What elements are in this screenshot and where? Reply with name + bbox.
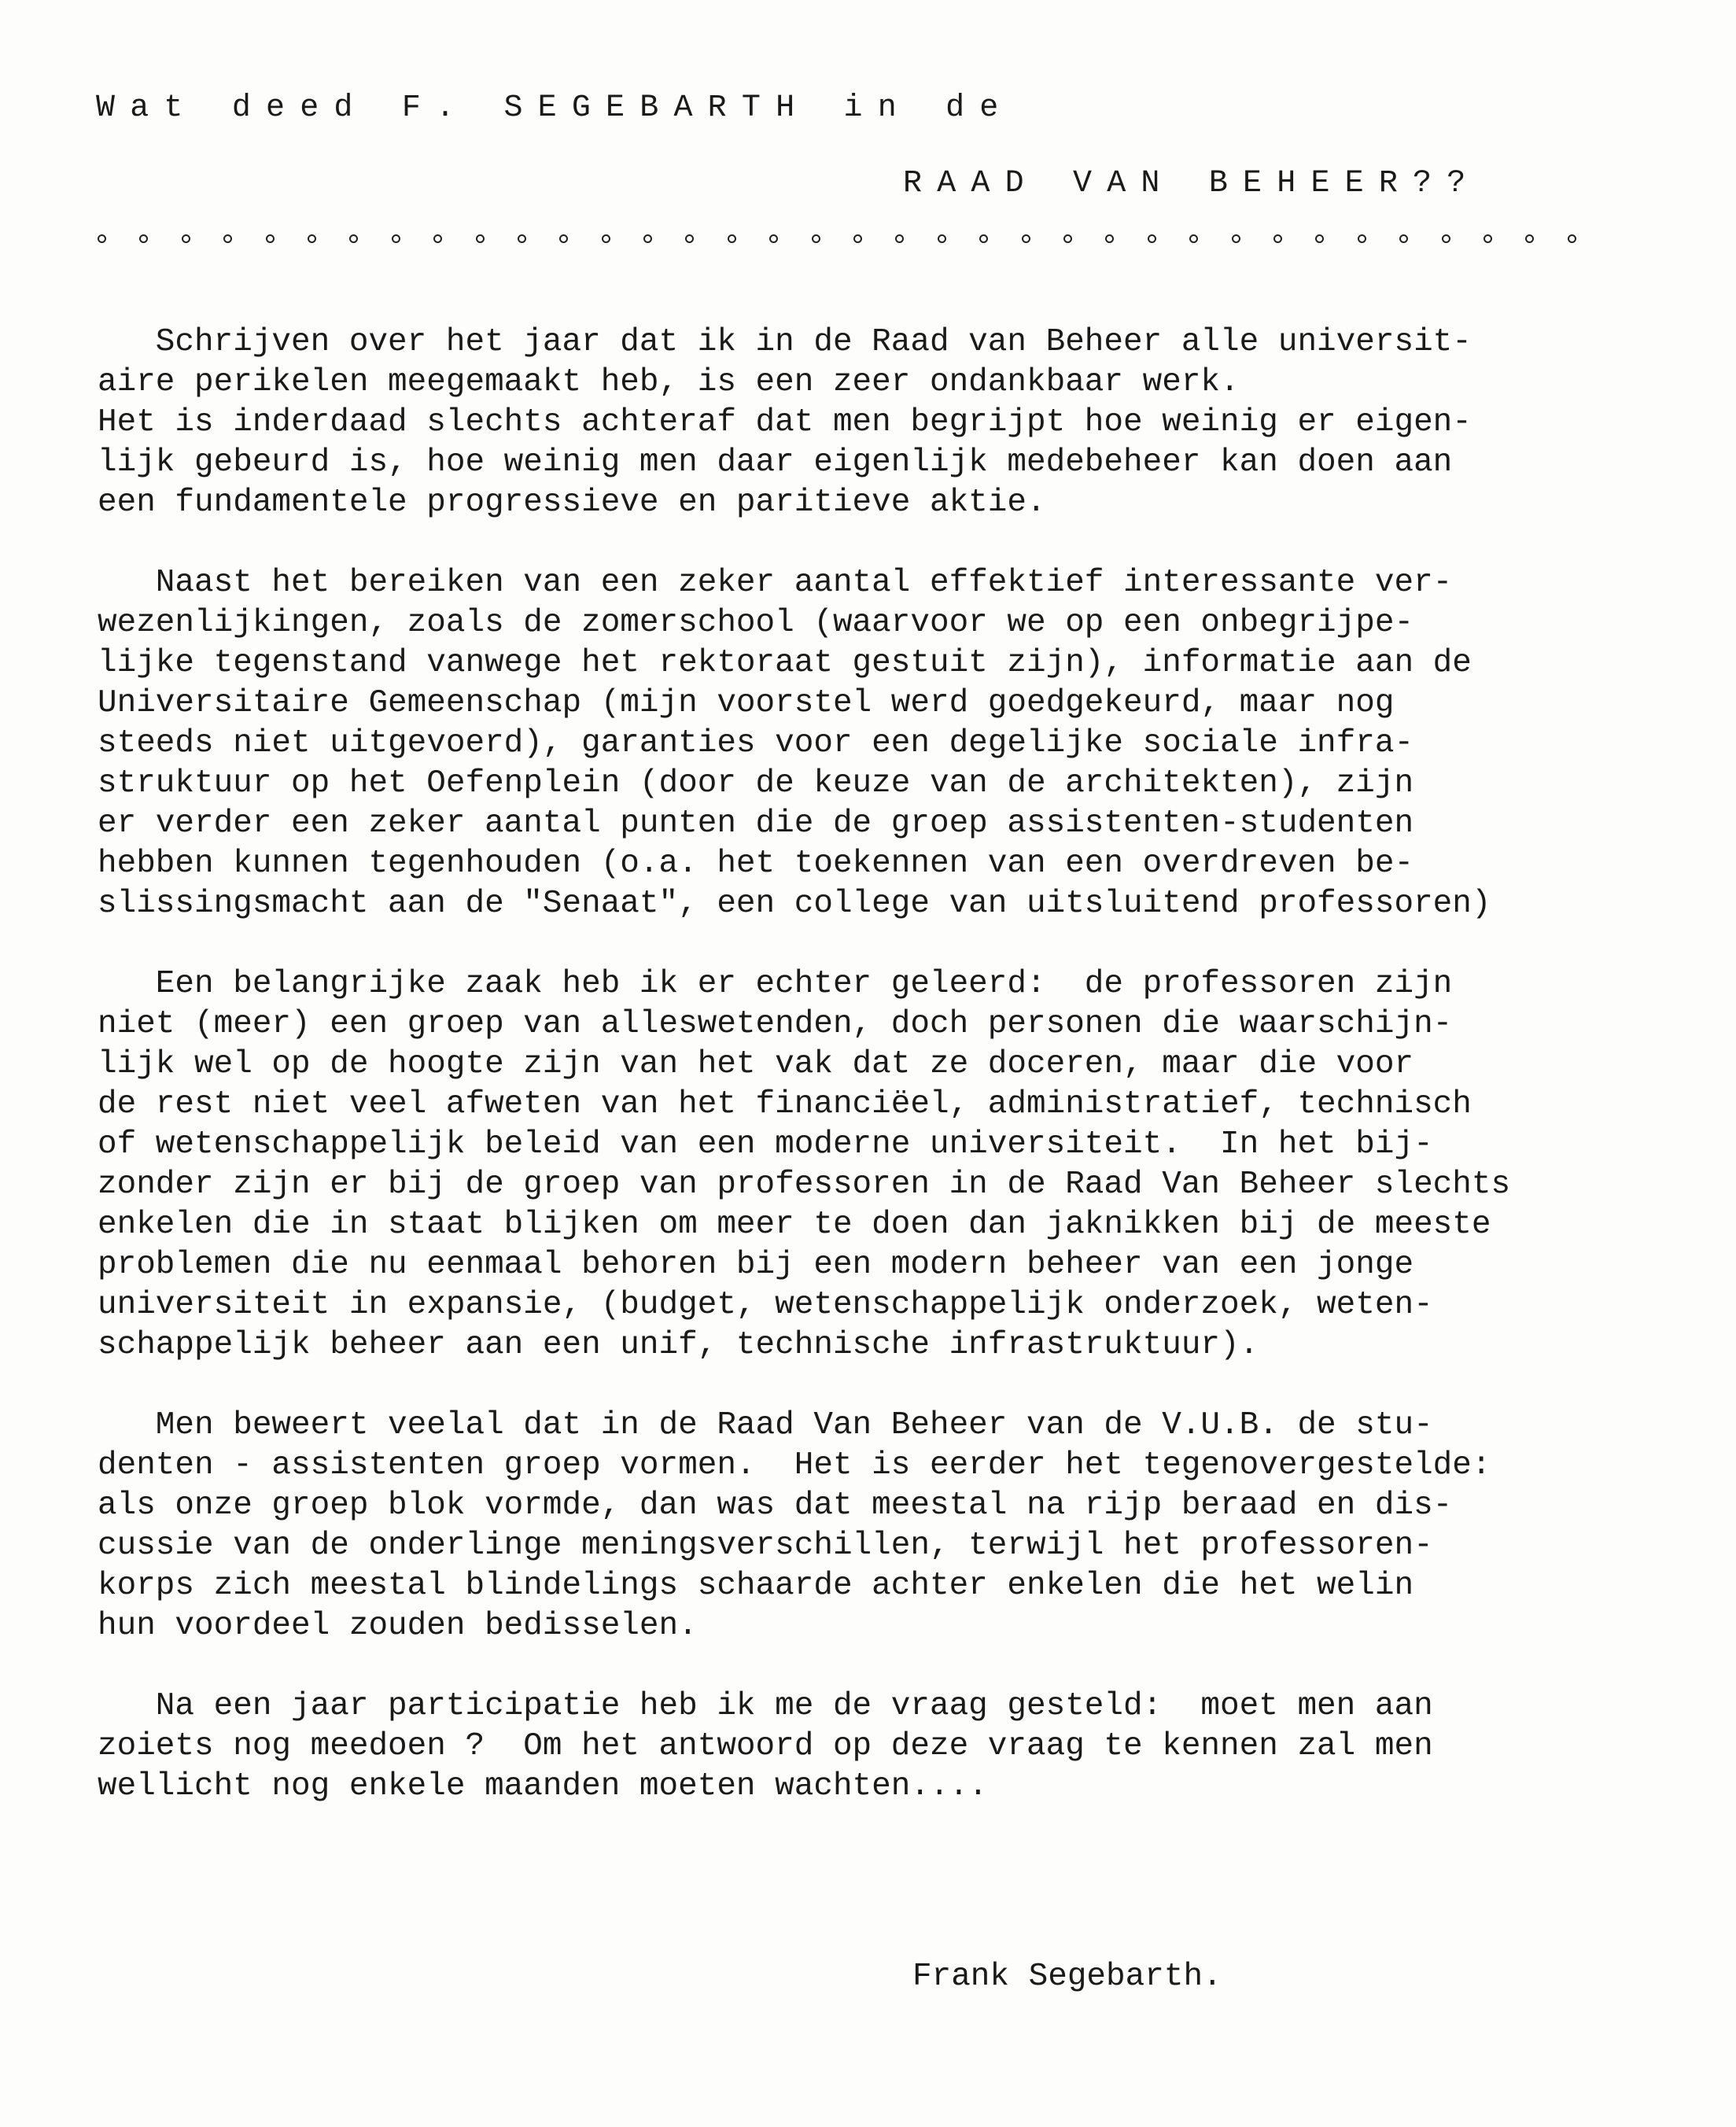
text-line: de rest niet veel afweten van het financiëel, administratief, technisch [98,1086,1472,1122]
separator-dot [392,234,400,243]
paragraph-3 [98,964,1608,1366]
separator-dot [1399,234,1408,243]
separator-dot [223,234,232,243]
text-line: Een belangrijke zaak heb ik er echter geleerd: de professoren zijn [98,966,1453,1002]
text-line: Universitaire Gemeenschap (mijn voorstel werd goedgekeurd, maar nog [98,685,1395,721]
paragraph-4 [98,1406,1608,1646]
separator-dot [433,234,442,243]
text-line: steeds niet uitgevoerd), garanties voor een degelijke sociale infra- [98,725,1414,761]
separator-dot [895,234,904,243]
separator-dot [182,234,190,243]
paragraph-5 [98,1686,1608,1807]
separator-dot [769,234,778,243]
title-line-2: RAAD VAN BEHEER?? [903,166,1481,201]
text-line: lijk gebeurd is, hoe weinig men daar eigenlijk medebeheer kan doen aan [98,444,1453,481]
separator-dot [1315,234,1324,243]
text-line: wellicht nog enkele maanden moeten wachten.... [98,1768,988,1804]
separator-dot [266,234,275,243]
text-line: lijke tegenstand vanwege het rektoraat gestuit zijn), informatie aan de [98,645,1472,681]
paragraph-2 [98,563,1608,924]
text-line: er verder een zeker aantal punten die de groep assistenten-studenten [98,805,1414,842]
separator-dot [1442,234,1450,243]
text-line: schappelijk beheer aan een unif, technische infrastruktuur). [98,1327,1259,1363]
text-line: hun voordeel zouden bedisselen. [98,1608,698,1644]
separator-dot [853,234,862,243]
text-line: cussie van de onderlinge meningsverschillen, terwijl het professoren- [98,1528,1433,1564]
paragraph-1 [98,323,1608,523]
text-line: zoiets nog meedoen ? Om het antwoord op deze vraag te kennen zal men [98,1728,1433,1764]
text-line: problemen die nu eenmaal behoren bij een modern beheer van een jonge [98,1247,1414,1283]
separator-dot [728,234,736,243]
text-line: universiteit in expansie, (budget, wetenschappelijk onderzoek, weten- [98,1287,1433,1323]
separator-dot [139,234,148,243]
separator-dot [1063,234,1072,243]
separator-dot [812,234,820,243]
separator-dot [1358,234,1366,243]
text-line: Naast het bereiken van een zeker aantal effektief interessante ver- [98,565,1453,601]
text-line: hebben kunnen tegenhouden (o.a. het toekennen van een overdreven be- [98,846,1414,882]
separator-dot [1484,234,1492,243]
separator-dot [979,234,988,243]
text-line: lijk wel op de hoogte zijn van het vak dat ze doceren, maar die voor [98,1046,1414,1082]
separator-dot [308,234,316,243]
text-line: slissingsmacht aan de "Senaat", een college van uitsluitend professoren) [98,886,1491,922]
text-line: zonder zijn er bij de groep van professoren in de Raad Van Beheer slechts [98,1167,1511,1203]
separator-dot [1525,234,1534,243]
text-line: niet (meer) een groep van alleswetenden, doch personen die waarschijn- [98,1006,1453,1042]
separator-dot [1148,234,1156,243]
text-line: of wetenschappelijk beleid van een moderne universiteit. In het bij- [98,1126,1433,1163]
signature: Frank Segebarth. [912,1959,1222,1995]
separator-dot [1568,234,1576,243]
text-line: Men beweert veelal dat in de Raad Van Beheer van de V.U.B. de stu- [98,1407,1433,1443]
title-line-1: Wat deed F. SEGEBARTH in de [96,90,1014,126]
text-line: enkelen die in staat blijken om meer te doen dan jaknikken bij de meeste [98,1207,1491,1243]
document-body [98,323,1608,1847]
separator-dot [1232,234,1240,243]
separator-dot [476,234,485,243]
text-line: Het is inderdaad slechts achteraf dat men begrijpt hoe weinig er eigen- [98,404,1472,441]
text-line: Na een jaar participatie heb ik me de vraag gesteld: moet men aan [98,1688,1433,1724]
text-line: Schrijven over het jaar dat ik in de Raad van Beheer alle universit- [98,324,1472,360]
separator-dot [559,234,568,243]
separator-dot [518,234,526,243]
separator-dot [643,234,652,243]
text-line: een fundamentele progressieve en paritieve aktie. [98,485,1046,521]
separator-dot [938,234,946,243]
text-line: als onze groep blok vormde, dan was dat meestal na rijp beraad en dis- [98,1487,1453,1524]
text-line: aire perikelen meegemaakt heb, is een zeer ondankbaar werk. [98,364,1240,400]
separator-dot [685,234,694,243]
text-line: wezenlijkingen, zoals de zomerschool (waarvoor we op een onbegrijpe- [98,605,1414,641]
separator-dot [349,234,358,243]
separator-dot [1022,234,1030,243]
separator-dot [1189,234,1198,243]
text-line: struktuur op het Oefenplein (door de keuze van de architekten), zijn [98,765,1414,802]
separator-dot [98,234,106,243]
text-line: denten - assistenten groep vormen. Het is eerder het tegenovergestelde: [98,1447,1491,1484]
separator-dot-row [98,234,1576,243]
text-line: korps zich meestal blindelings schaarde achter enkelen die het welin [98,1568,1414,1604]
separator-dot [602,234,610,243]
separator-dot [1273,234,1282,243]
separator-dot [1105,234,1114,243]
